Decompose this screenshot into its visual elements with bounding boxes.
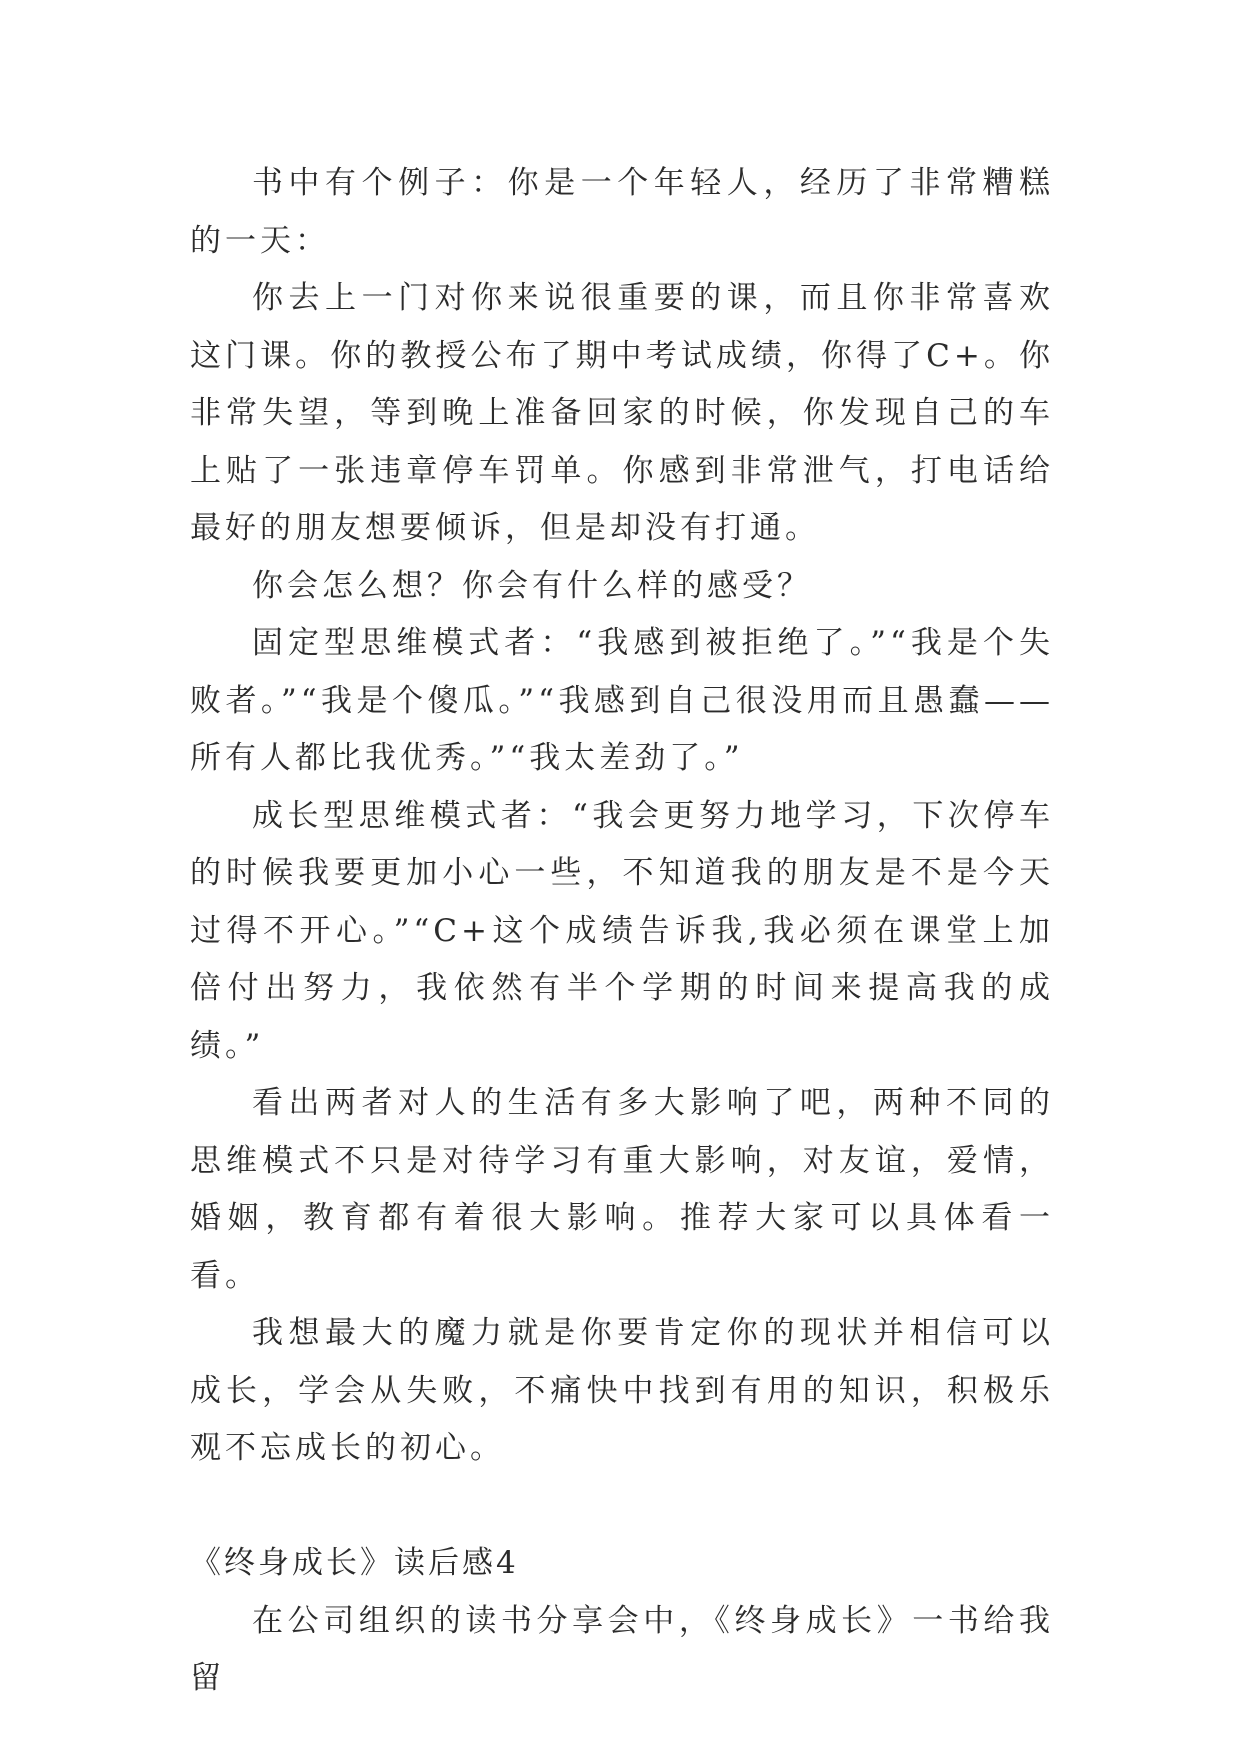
paragraph-question: 你会怎么想？你会有什么样的感受？: [252, 567, 812, 604]
paragraph-impact: 看出两者对人的生活有多大影响了吧，两种不同的思维模式不只是对待学习有重大影响，对友谊，爱情，婚姻，教育都有着很大影响。推荐大家可以具体看一看。: [190, 1085, 1054, 1294]
paragraph-section-opening: 在公司组织的读书分享会中，《终身成长》一书给我留: [190, 1602, 1054, 1696]
paragraph-growth-mindset: 成长型思维模式者：“我会更努力地学习，下次停车的时候我要更加小心一些，不知道我的朋友是不是今天过得不开心。”“C+这个成绩告诉我,我必须在课堂上加倍付出努力，我依然有半个学期的时间来提高我的成绩。”: [190, 797, 1054, 1064]
document-body: [190, 155, 1054, 1708]
paragraph-fixed-mindset: 固定型思维模式者：“我感到被拒绝了。”“我是个失败者。”“我是个傻瓜。”“我感到自己很没用而且愚蠢——所有人都比我优秀。”“我太差劲了。”: [190, 625, 1054, 776]
paragraph-conclusion: 我想最大的魔力就是你要肯定你的现状并相信可以成长，学会从失败，不痛快中找到有用的知识，积极乐观不忘成长的初心。: [190, 1315, 1054, 1466]
section-title: 《终身成长》读后感4: [190, 1545, 519, 1581]
paragraph-example-intro: 书中有个例子：你是一个年轻人，经历了非常糟糕的一天：: [190, 165, 1054, 259]
paragraph-scenario: 你去上一门对你来说很重要的课，而且你非常喜欢这门课。你的教授公布了期中考试成绩，你得了C+。你非常失望，等到晚上准备回家的时候，你发现自己的车上贴了一张违章停车罚单。你感到非常泄气，打电话给最好的朋友想要倾诉，但是却没有打通。: [190, 280, 1054, 546]
